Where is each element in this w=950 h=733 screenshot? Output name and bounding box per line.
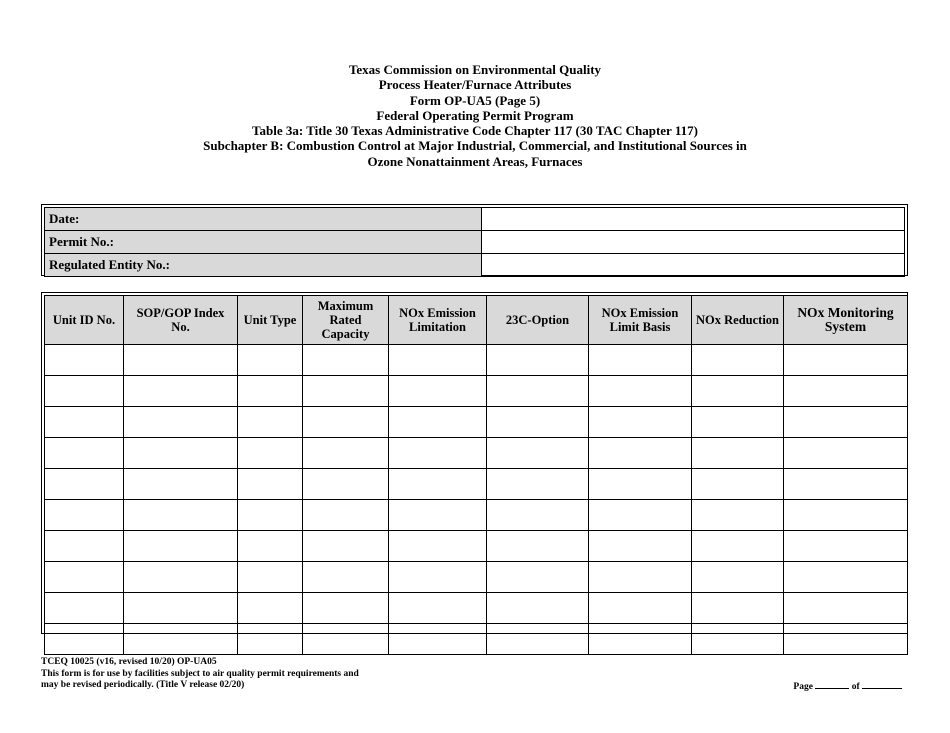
cell-max-rated-capacity[interactable] xyxy=(303,438,389,469)
cell-unit-type[interactable] xyxy=(238,376,303,407)
cell-nox-limit-basis[interactable] xyxy=(589,531,692,562)
table-title: Table 3a: Title 30 Texas Administrative Code Chapter 117 (30 TAC Chapter 117) xyxy=(252,123,698,139)
cell-nox-emission-limitation[interactable] xyxy=(389,624,487,655)
cell-unit-id[interactable] xyxy=(45,531,124,562)
table-row xyxy=(45,376,908,407)
cell-nox-emission-limitation[interactable] xyxy=(389,593,487,624)
form-revision: TCEQ 10025 (v16, revised 10/20) OP-UA05 xyxy=(41,657,217,667)
cell-nox-monitoring-system[interactable] xyxy=(784,345,908,376)
page-label: Page xyxy=(793,682,813,692)
cell-nox-monitoring-system[interactable] xyxy=(784,562,908,593)
cell-unit-type[interactable] xyxy=(238,500,303,531)
date-label: Date: xyxy=(45,208,482,231)
cell-nox-monitoring-system[interactable] xyxy=(784,531,908,562)
cell-23c-option[interactable] xyxy=(487,469,589,500)
cell-23c-option[interactable] xyxy=(487,407,589,438)
cell-sop-gop-index[interactable] xyxy=(124,407,238,438)
cell-unit-id[interactable] xyxy=(45,593,124,624)
form-subject: Process Heater/Furnace Attributes xyxy=(378,77,572,93)
cell-max-rated-capacity[interactable] xyxy=(303,345,389,376)
cell-max-rated-capacity[interactable] xyxy=(303,531,389,562)
cell-nox-limit-basis[interactable] xyxy=(589,593,692,624)
cell-nox-emission-limitation[interactable] xyxy=(389,500,487,531)
col-nox-reduction: NOx Reduction xyxy=(692,296,784,345)
page-number-blank[interactable] xyxy=(815,679,849,689)
cell-nox-emission-limitation[interactable] xyxy=(389,562,487,593)
cell-nox-reduction[interactable] xyxy=(692,562,784,593)
cell-23c-option[interactable] xyxy=(487,438,589,469)
cell-23c-option[interactable] xyxy=(487,624,589,655)
cell-nox-monitoring-system[interactable] xyxy=(784,407,908,438)
col-sop-gop-index: SOP/GOP Index No. xyxy=(124,296,238,345)
form-id: Form OP-UA5 (Page 5) xyxy=(409,92,541,108)
cell-23c-option[interactable] xyxy=(487,500,589,531)
cell-unit-id[interactable] xyxy=(45,500,124,531)
cell-nox-monitoring-system[interactable] xyxy=(784,500,908,531)
entity-row xyxy=(45,254,905,277)
cell-sop-gop-index[interactable] xyxy=(124,438,238,469)
usage-note: This form is for use by facilities subject to air quality permit requirements and xyxy=(41,668,359,679)
date-field[interactable] xyxy=(482,208,905,231)
cell-nox-limit-basis[interactable] xyxy=(589,562,692,593)
col-23c-option: 23C-Option xyxy=(487,296,589,345)
cell-max-rated-capacity[interactable] xyxy=(303,624,389,655)
cell-unit-id[interactable] xyxy=(45,345,124,376)
form-footer xyxy=(41,657,359,692)
cell-unit-id[interactable] xyxy=(45,469,124,500)
cell-nox-monitoring-system[interactable] xyxy=(784,376,908,407)
cell-max-rated-capacity[interactable] xyxy=(303,562,389,593)
cell-nox-limit-basis[interactable] xyxy=(589,345,692,376)
table-row xyxy=(45,624,908,655)
cell-nox-reduction[interactable] xyxy=(692,407,784,438)
permit-field[interactable] xyxy=(482,231,905,254)
regulated-entity-label: Regulated Entity No.: xyxy=(45,254,482,277)
cell-unit-id[interactable] xyxy=(45,624,124,655)
col-nox-limit-basis: NOx Emission Limit Basis xyxy=(589,296,692,345)
permit-row xyxy=(45,231,905,254)
cell-nox-limit-basis[interactable] xyxy=(589,500,692,531)
cell-nox-reduction[interactable] xyxy=(692,345,784,376)
column-header-row xyxy=(45,296,908,345)
agency-title: Texas Commission on Environmental Quality xyxy=(348,62,602,77)
cell-nox-limit-basis[interactable] xyxy=(589,469,692,500)
info-table-frame xyxy=(41,204,908,276)
cell-nox-limit-basis[interactable] xyxy=(589,407,692,438)
cell-nox-limit-basis[interactable] xyxy=(589,624,692,655)
cell-23c-option[interactable] xyxy=(487,376,589,407)
table-row xyxy=(45,407,908,438)
unit-table-body xyxy=(45,345,908,655)
col-nox-monitoring-system: NOx Monitoring System xyxy=(784,296,908,345)
cell-max-rated-capacity[interactable] xyxy=(303,376,389,407)
table-row xyxy=(45,562,908,593)
cell-nox-limit-basis[interactable] xyxy=(589,376,692,407)
cell-nox-monitoring-system[interactable] xyxy=(784,593,908,624)
unit-table-frame xyxy=(41,292,908,634)
regulated-entity-field[interactable] xyxy=(482,254,905,277)
table-row xyxy=(45,531,908,562)
table-row xyxy=(45,593,908,624)
usage-note-cont: may be revised periodically. (Title V release 02/20) xyxy=(41,680,245,690)
form-header xyxy=(0,62,950,169)
cell-nox-emission-limitation[interactable] xyxy=(389,469,487,500)
cell-unit-id[interactable] xyxy=(45,438,124,469)
table-row xyxy=(45,469,908,500)
page-number xyxy=(793,679,902,692)
cell-sop-gop-index[interactable] xyxy=(124,593,238,624)
cell-sop-gop-index[interactable] xyxy=(124,624,238,655)
subchapter-title: Subchapter B: Combustion Control at Major Industrial, Commercial, and Institutional Sources in xyxy=(203,138,747,154)
cell-nox-reduction[interactable] xyxy=(692,469,784,500)
cell-unit-type[interactable] xyxy=(238,345,303,376)
cell-unit-type[interactable] xyxy=(238,407,303,438)
cell-nox-emission-limitation[interactable] xyxy=(389,438,487,469)
col-unit-type: Unit Type xyxy=(238,296,303,345)
cell-nox-reduction[interactable] xyxy=(692,531,784,562)
cell-unit-id[interactable] xyxy=(45,376,124,407)
cell-nox-monitoring-system[interactable] xyxy=(784,624,908,655)
cell-nox-emission-limitation[interactable] xyxy=(389,376,487,407)
cell-23c-option[interactable] xyxy=(487,345,589,376)
date-row xyxy=(45,208,905,231)
info-table xyxy=(44,207,905,277)
cell-sop-gop-index[interactable] xyxy=(124,469,238,500)
cell-sop-gop-index[interactable] xyxy=(124,562,238,593)
col-unit-id: Unit ID No. xyxy=(45,296,124,345)
cell-nox-reduction[interactable] xyxy=(692,376,784,407)
cell-max-rated-capacity[interactable] xyxy=(303,407,389,438)
cell-unit-type[interactable] xyxy=(238,624,303,655)
cell-unit-type[interactable] xyxy=(238,531,303,562)
table-row xyxy=(45,345,908,376)
cell-nox-emission-limitation[interactable] xyxy=(389,345,487,376)
cell-unit-type[interactable] xyxy=(238,562,303,593)
col-nox-emission-limitation: NOx Emission Limitation xyxy=(389,296,487,345)
col-max-rated-capacity: Maximum Rated Capacity xyxy=(303,296,389,345)
cell-nox-reduction[interactable] xyxy=(692,500,784,531)
cell-nox-reduction[interactable] xyxy=(692,438,784,469)
cell-unit-type[interactable] xyxy=(238,438,303,469)
cell-nox-emission-limitation[interactable] xyxy=(389,531,487,562)
program-name: Federal Operating Permit Program xyxy=(376,107,574,123)
cell-unit-id[interactable] xyxy=(45,562,124,593)
subchapter-title-cont: Ozone Nonattainment Areas, Furnaces xyxy=(367,153,583,169)
cell-unit-id[interactable] xyxy=(45,407,124,438)
cell-23c-option[interactable] xyxy=(487,562,589,593)
cell-max-rated-capacity[interactable] xyxy=(303,469,389,500)
table-row xyxy=(45,500,908,531)
cell-sop-gop-index[interactable] xyxy=(124,500,238,531)
cell-nox-limit-basis[interactable] xyxy=(589,438,692,469)
cell-sop-gop-index[interactable] xyxy=(124,376,238,407)
cell-nox-reduction[interactable] xyxy=(692,593,784,624)
of-label: of xyxy=(851,682,860,692)
page-total-blank[interactable] xyxy=(862,679,902,689)
table-row xyxy=(45,438,908,469)
cell-sop-gop-index[interactable] xyxy=(124,531,238,562)
cell-23c-option[interactable] xyxy=(487,593,589,624)
cell-unit-type[interactable] xyxy=(238,469,303,500)
cell-unit-type[interactable] xyxy=(238,593,303,624)
cell-max-rated-capacity[interactable] xyxy=(303,500,389,531)
cell-nox-reduction[interactable] xyxy=(692,624,784,655)
permit-label: Permit No.: xyxy=(45,231,482,254)
cell-nox-emission-limitation[interactable] xyxy=(389,407,487,438)
unit-table xyxy=(44,295,908,655)
cell-23c-option[interactable] xyxy=(487,531,589,562)
cell-nox-monitoring-system[interactable] xyxy=(784,469,908,500)
cell-max-rated-capacity[interactable] xyxy=(303,593,389,624)
cell-sop-gop-index[interactable] xyxy=(124,345,238,376)
cell-nox-monitoring-system[interactable] xyxy=(784,438,908,469)
